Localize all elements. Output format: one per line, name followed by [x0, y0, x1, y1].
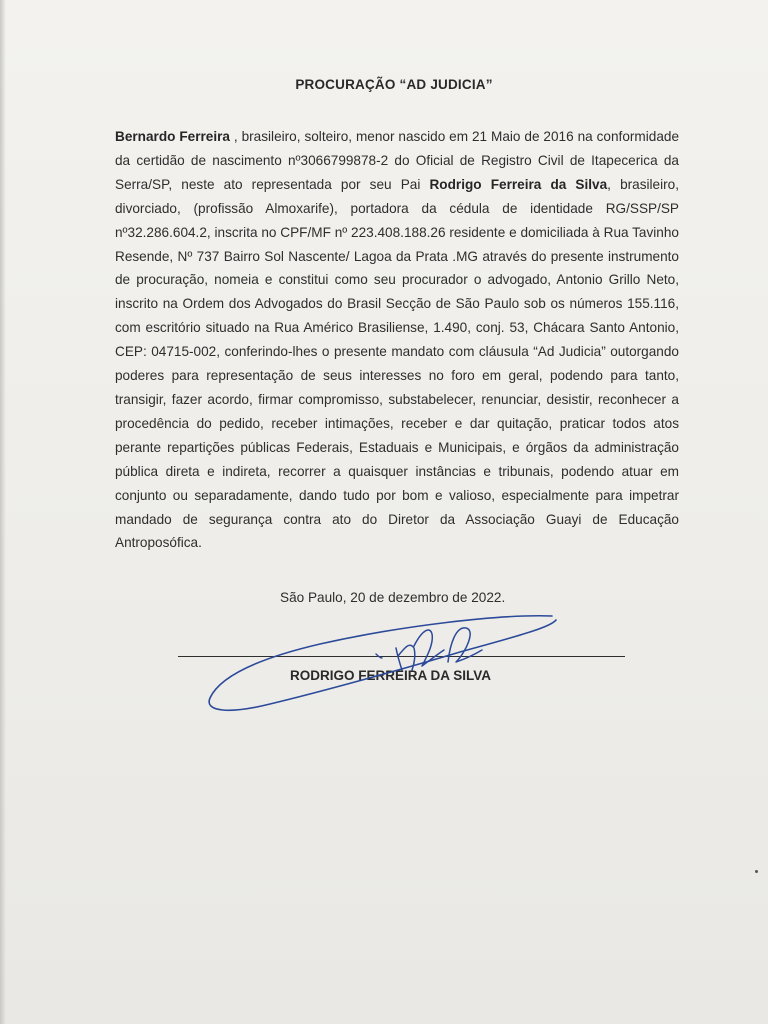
handwritten-signature: [200, 600, 570, 720]
page-edge-shadow: [0, 0, 6, 1024]
signer-name: RODRIGO FERREIRA DA SILVA: [290, 668, 492, 683]
signature-flourish-stroke: [376, 654, 382, 658]
signature-loop-stroke: [209, 616, 556, 710]
place-and-date: São Paulo, 20 de dezembro de 2022.: [280, 590, 506, 605]
paragraph-part-2: , brasileiro, divorciado, (profissão Almoxarife), portadora da cédula de identidade RG/SSP/SP nº32.286.604.2, inscrita no CPF/MF nº 223.408.188.26 residente e domiciliada à Rua Tavinho Resende, Nº 737 Bairro Sol Nascente/ Lagoa da Prata .MG através do presente instrumento de procuração, nomeia e constitui como seu procurador o advogado, Antonio Grillo Neto, inscrito na Ordem dos Advogados do Brasil Secção de São Paulo sob os números 155.116, com escritório situado na Rua Américo Brasiliense, 1.490, conj. 53, Chácara Santo Antonio, CEP: 04715-002, conferindo-lhes o presente mandato com cláusula “Ad Judicia” outorgando poderes para representação de seus interesses no foro em geral, podendo para tanto, transigir, fazer acordo, firmar compromisso, substabelecer, renunciar, desistir, reconhecer a procedência do pedido, receber intimações, receber e dar quitação, praticar todos atos perante repartições públicas Federais, Estaduais e Municipais, e órgãos da administração pública direta e indireta, recorrer a quaisquer instâncias e tribunais, podendo atuar em conjunto ou separadamente, dando tudo por bom e valioso, especialmente para impetrar mandado de segurança contra ato do Diretor da Associação Guayi de Educação Antroposófica.: [115, 176, 679, 551]
father-name: Rodrigo Ferreira da Silva: [429, 176, 608, 192]
signature-end-loop: [448, 628, 482, 662]
document-title: PROCURAÇÃO “AD JUDICIA”: [295, 77, 493, 92]
grantor-name: Bernardo Ferreira: [115, 129, 230, 144]
paragraph-part-1: , brasileiro, solteiro, menor nascido em 21 Maio de 2016 na conformidade da certidão de nascimento nº3066799878-2 do Oficial de Registro Civil de Itapecerica da Serra/SP, neste ato representada por seu Pai: [115, 129, 679, 192]
signature-mid-stroke: [414, 630, 444, 666]
scan-speck: [755, 870, 758, 873]
document-body-paragraph: [115, 125, 679, 555]
